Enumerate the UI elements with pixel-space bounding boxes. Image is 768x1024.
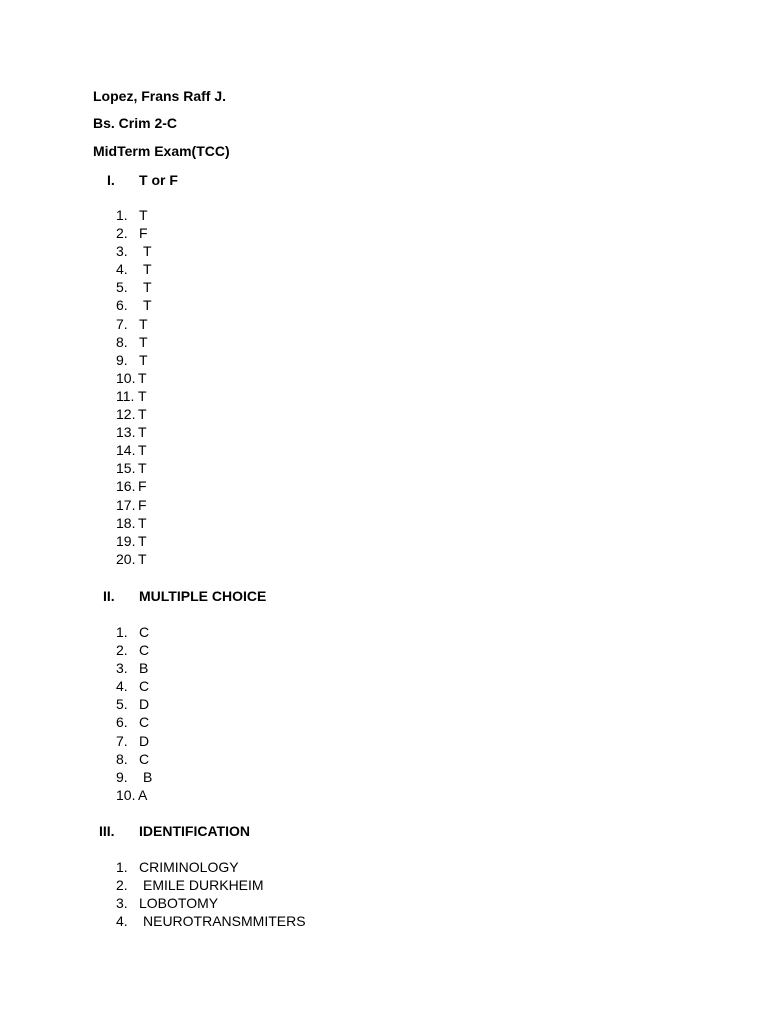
student-name: Lopez, Frans Raff J. xyxy=(93,88,227,104)
item-answer: T xyxy=(143,297,152,314)
item-answer: T xyxy=(138,406,147,423)
item-number: 6. xyxy=(116,714,128,731)
section-title: MULTIPLE CHOICE xyxy=(139,588,267,604)
item-number: 8. xyxy=(116,750,128,767)
list-item xyxy=(0,677,768,695)
item-answer: CRIMINOLOGY xyxy=(139,859,239,875)
list-item xyxy=(0,550,768,568)
item-answer: T xyxy=(143,243,152,260)
list-item xyxy=(0,894,768,912)
item-answer: T xyxy=(139,351,148,368)
item-answer: T xyxy=(138,514,147,531)
list-item xyxy=(0,768,768,786)
list-item xyxy=(0,260,768,278)
item-number: 7. xyxy=(116,732,128,749)
list-item xyxy=(0,369,768,387)
item-number: 20. xyxy=(116,550,136,567)
item-number: 5. xyxy=(116,279,128,296)
list-item xyxy=(0,713,768,731)
list-item xyxy=(0,423,768,441)
item-number: 10. xyxy=(116,786,136,803)
item-number: 19. xyxy=(116,532,136,549)
item-answer: NEUROTRANSMMITERS xyxy=(143,913,306,930)
section-number: III. xyxy=(99,823,115,839)
section-title: IDENTIFICATION xyxy=(139,823,250,839)
item-number: 3. xyxy=(116,243,128,260)
list-item xyxy=(0,351,768,369)
item-answer: D xyxy=(139,732,150,749)
list-item xyxy=(0,732,768,750)
item-number: 1. xyxy=(116,859,128,875)
item-answer: C xyxy=(139,750,150,767)
item-answer: C xyxy=(139,624,150,640)
item-answer: F xyxy=(139,225,148,242)
identification-answer-list xyxy=(0,858,768,930)
list-item xyxy=(0,623,768,641)
item-number: 2. xyxy=(116,877,128,894)
list-item xyxy=(0,296,768,314)
list-item xyxy=(0,514,768,532)
item-number: 10. xyxy=(116,369,136,386)
item-number: 2. xyxy=(116,642,128,659)
list-item xyxy=(0,786,768,804)
list-item xyxy=(0,441,768,459)
list-item xyxy=(0,242,768,260)
multiple-choice-answer-list xyxy=(0,623,768,804)
list-item xyxy=(0,641,768,659)
list-item xyxy=(0,315,768,333)
list-item xyxy=(0,477,768,495)
section-number: I. xyxy=(107,172,115,188)
item-answer: T xyxy=(143,261,152,278)
section-title: T or F xyxy=(139,172,178,188)
item-answer: T xyxy=(138,369,147,386)
item-number: 4. xyxy=(116,913,128,930)
item-answer: T xyxy=(138,424,147,441)
item-number: 9. xyxy=(116,351,128,368)
item-answer: T xyxy=(139,315,148,332)
item-number: 11. xyxy=(116,387,135,404)
item-number: 8. xyxy=(116,333,128,350)
item-answer: F xyxy=(138,478,147,495)
item-answer: B xyxy=(143,768,153,785)
item-number: 14. xyxy=(116,442,136,459)
item-answer: T xyxy=(143,279,152,296)
item-number: 4. xyxy=(116,678,128,695)
item-number: 4. xyxy=(116,261,128,278)
item-answer: LOBOTOMY xyxy=(139,895,219,912)
list-item xyxy=(0,459,768,477)
list-item xyxy=(0,876,768,894)
item-answer: C xyxy=(139,642,150,659)
list-item xyxy=(0,206,768,224)
item-answer: EMILE DURKHEIM xyxy=(143,877,264,894)
list-item xyxy=(0,405,768,423)
item-answer: D xyxy=(139,696,150,713)
list-item xyxy=(0,912,768,930)
list-item xyxy=(0,659,768,677)
item-answer: F xyxy=(138,496,147,513)
list-item xyxy=(0,496,768,514)
list-item xyxy=(0,278,768,296)
item-number: 5. xyxy=(116,696,128,713)
item-number: 3. xyxy=(116,660,128,677)
list-item xyxy=(0,858,768,876)
item-answer: T xyxy=(138,442,147,459)
item-answer: T xyxy=(138,550,147,567)
list-item xyxy=(0,695,768,713)
item-answer: C xyxy=(139,678,150,695)
item-number: 1. xyxy=(116,624,128,640)
list-item xyxy=(0,750,768,768)
item-number: 6. xyxy=(116,297,128,314)
item-answer: A xyxy=(138,786,148,803)
item-number: 17. xyxy=(116,496,136,513)
list-item xyxy=(0,532,768,550)
item-answer: T xyxy=(138,460,147,477)
item-answer: T xyxy=(138,387,147,404)
item-number: 15. xyxy=(116,460,136,477)
course-section: Bs. Crim 2-C xyxy=(93,115,178,131)
item-answer: T xyxy=(139,333,148,350)
item-answer: T xyxy=(139,207,148,223)
item-number: 1. xyxy=(116,207,128,223)
item-answer: T xyxy=(138,532,147,549)
item-answer: B xyxy=(139,660,149,677)
item-number: 9. xyxy=(116,768,128,785)
true-false-answer-list xyxy=(0,206,768,568)
item-number: 3. xyxy=(116,895,128,912)
item-number: 18. xyxy=(116,514,136,531)
list-item xyxy=(0,387,768,405)
item-number: 16. xyxy=(116,478,136,495)
section-number: II. xyxy=(103,588,115,604)
item-number: 12. xyxy=(116,406,136,423)
list-item xyxy=(0,224,768,242)
item-number: 7. xyxy=(116,315,128,332)
item-number: 2. xyxy=(116,225,128,242)
item-answer: C xyxy=(139,714,150,731)
exam-title: MidTerm Exam(TCC) xyxy=(93,143,230,159)
item-number: 13. xyxy=(116,424,136,441)
list-item xyxy=(0,333,768,351)
